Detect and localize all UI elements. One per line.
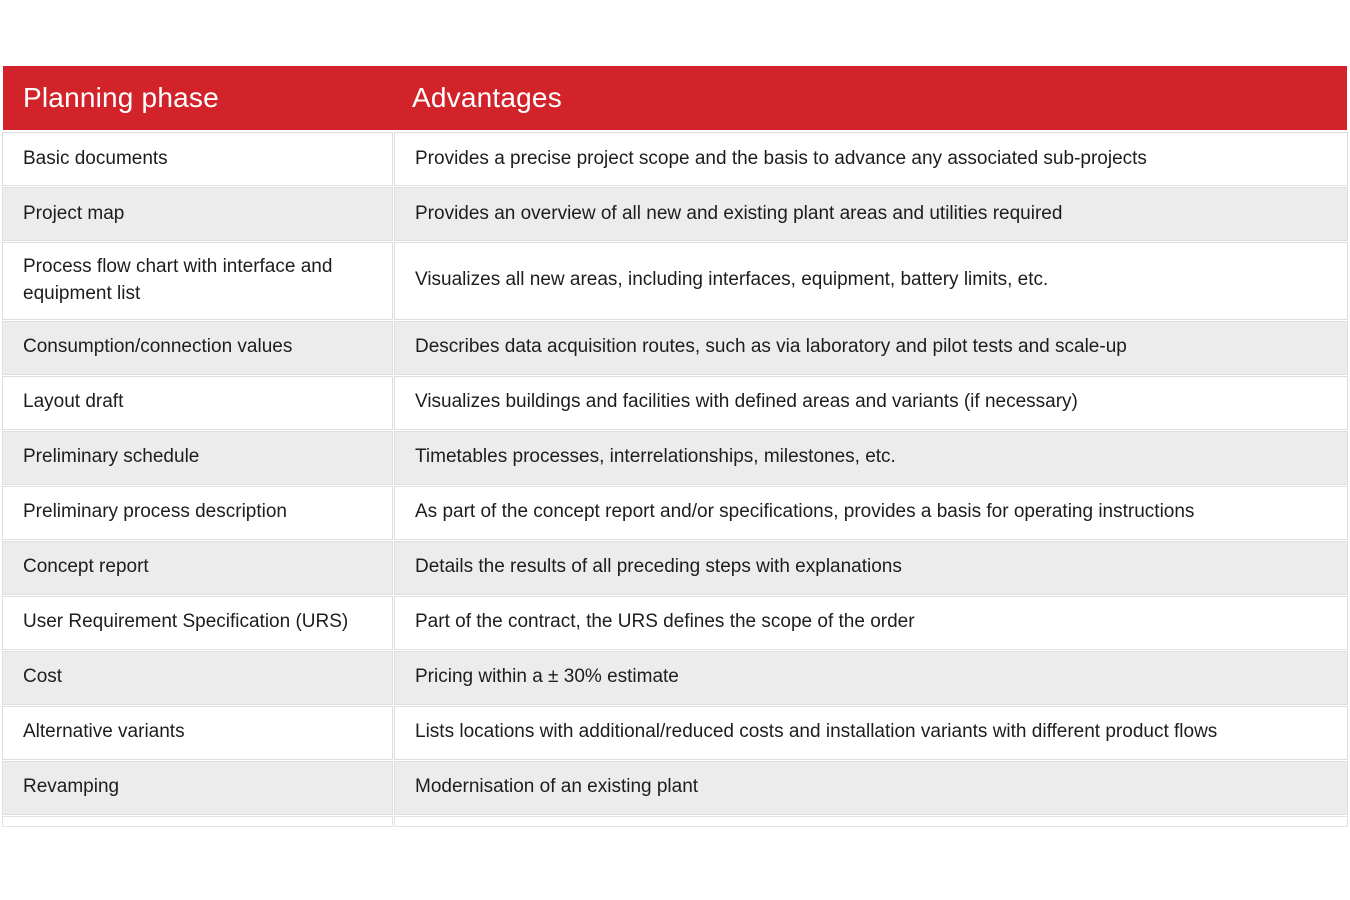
sliver-phase-cell <box>3 817 392 826</box>
phase-cell: Process flow chart with interface and equipment list <box>3 243 392 319</box>
table-bottom-sliver <box>3 817 1347 826</box>
planning-advantages-table <box>3 66 1347 826</box>
table-row <box>3 322 1347 374</box>
advantage-cell: Modernisation of an existing plant <box>395 762 1347 814</box>
phase-cell: Cost <box>3 652 392 704</box>
advantage-cell: Pricing within a ± 30% estimate <box>395 652 1347 704</box>
table-row <box>3 542 1347 594</box>
advantage-cell: Provides a precise project scope and the basis to advance any associated sub-projects <box>395 133 1347 185</box>
phase-cell: Preliminary schedule <box>3 432 392 484</box>
table-row <box>3 762 1347 814</box>
table-row <box>3 707 1347 759</box>
column-header-advantages: Advantages <box>412 82 562 113</box>
advantage-cell: Visualizes all new areas, including interfaces, equipment, battery limits, etc. <box>395 243 1347 319</box>
table-row <box>3 133 1347 185</box>
phase-cell: Preliminary process description <box>3 487 392 539</box>
sliver-advantage-cell <box>395 817 1347 826</box>
table-row <box>3 652 1347 704</box>
advantage-cell: Part of the contract, the URS defines the scope of the order <box>395 597 1347 649</box>
phase-cell: User Requirement Specification (URS) <box>3 597 392 649</box>
advantage-cell: Provides an overview of all new and existing plant areas and utilities required <box>395 188 1347 240</box>
table-row <box>3 243 1347 319</box>
table-body <box>3 133 1347 814</box>
table-row <box>3 377 1347 429</box>
table-row <box>3 432 1347 484</box>
phase-cell: Concept report <box>3 542 392 594</box>
phase-cell: Alternative variants <box>3 707 392 759</box>
table-row <box>3 188 1347 240</box>
phase-cell: Project map <box>3 188 392 240</box>
phase-cell: Layout draft <box>3 377 392 429</box>
advantage-cell: Lists locations with additional/reduced costs and installation variants with different product flows <box>395 707 1347 759</box>
table-header-row <box>3 66 1347 130</box>
phase-cell: Consumption/connection values <box>3 322 392 374</box>
advantage-cell: As part of the concept report and/or specifications, provides a basis for operating instructions <box>395 487 1347 539</box>
table-row <box>3 597 1347 649</box>
advantage-cell: Details the results of all preceding steps with explanations <box>395 542 1347 594</box>
advantage-cell: Visualizes buildings and facilities with defined areas and variants (if necessary) <box>395 377 1347 429</box>
column-header-planning-phase: Planning phase <box>23 82 219 113</box>
phase-cell: Basic documents <box>3 133 392 185</box>
advantage-cell: Timetables processes, interrelationships, milestones, etc. <box>395 432 1347 484</box>
table-row <box>3 487 1347 539</box>
advantage-cell: Describes data acquisition routes, such as via laboratory and pilot tests and scale-up <box>395 322 1347 374</box>
phase-cell: Revamping <box>3 762 392 814</box>
